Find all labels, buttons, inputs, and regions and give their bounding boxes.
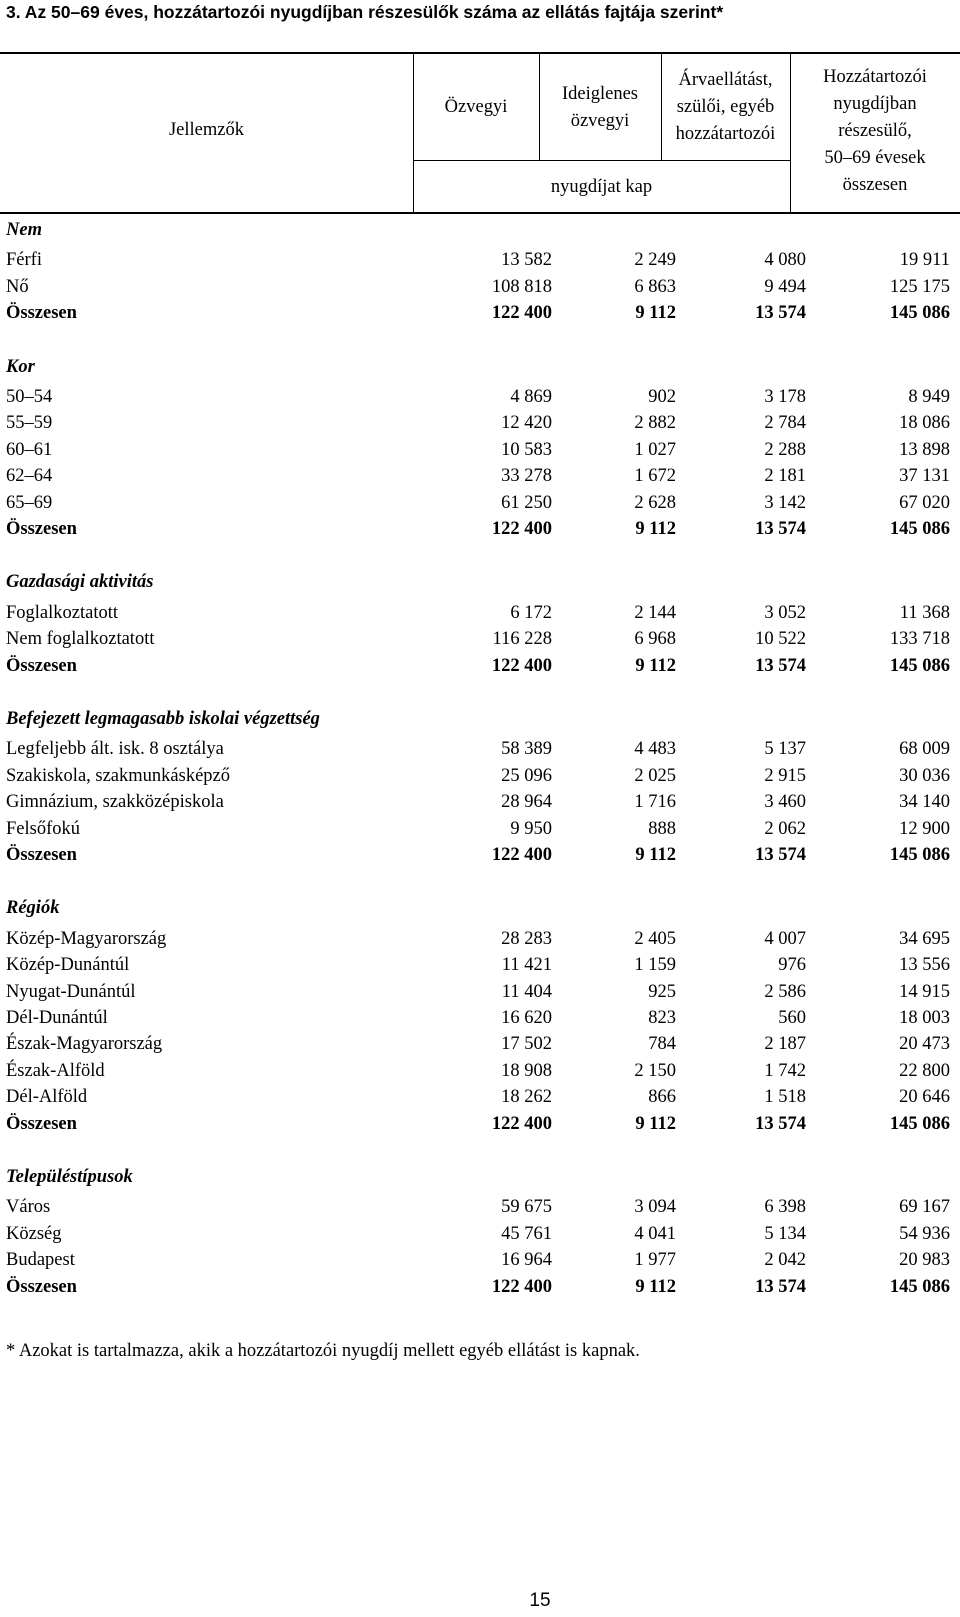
table-row [0,1031,960,1058]
table-row [0,274,960,301]
cell-value: 18 262 [501,1087,552,1108]
page-title: 3. Az 50–69 éves, hozzátartozói nyugdíjban részesülők száma az ellátás fajtája szerint* [6,2,724,22]
cell-value: 1 977 [634,1250,676,1271]
cell-value: 18 003 [899,1008,950,1028]
cell-value: 3 142 [764,492,806,513]
row-label: 60–61 [6,439,53,460]
header-osszesen [790,64,960,199]
table-row [0,1084,960,1111]
section-title: Régiók [6,898,60,919]
cell-value: 3 094 [634,1197,676,1218]
row-label: Összesen [6,845,77,865]
cell-value: 2 288 [764,439,806,460]
cell-value: 58 389 [501,739,552,760]
row-label: Összesen [6,519,77,539]
table-row [0,926,960,953]
cell-value: 34 140 [899,792,950,813]
cell-value: 9 112 [635,655,676,676]
cell-value: 9 112 [635,1113,676,1134]
cell-value: 2 187 [764,1034,806,1055]
cell-value: 16 620 [501,1008,552,1028]
section-header-row [0,895,960,922]
cell-value: 13 582 [501,250,552,271]
cell-value: 560 [778,1008,806,1028]
cell-value: 902 [648,387,676,407]
cell-value: 8 949 [908,387,950,407]
cell-value: 3 052 [764,602,806,623]
cell-value: 784 [648,1034,676,1055]
cell-value: 122 400 [491,303,552,324]
row-label: Nyugat-Dunántúl [6,981,136,1002]
cell-value: 13 574 [755,303,806,324]
cell-value: 9 112 [635,1276,676,1297]
cell-value: 19 911 [899,250,950,271]
cell-value: 28 964 [501,792,552,813]
row-label: Község [6,1223,62,1244]
header-line: részesülő, [838,121,912,141]
row-label: Összesen [6,303,77,324]
table-row [0,437,960,464]
header-line: 50–69 évesek [824,148,926,168]
cell-value: 2 150 [634,1060,676,1081]
cell-value: 9 112 [635,845,676,865]
cell-value: 4 483 [634,739,676,760]
cell-value: 13 556 [899,955,950,976]
section-title: Kor [6,356,35,377]
cell-value: 14 915 [899,981,950,1002]
row-label: Közép-Dunántúl [6,955,130,976]
row-label: Legfeljebb ált. isk. 8 osztálya [6,739,224,760]
table-row [0,463,960,490]
page-number: 15 [529,1590,551,1611]
table-row [0,1194,960,1221]
footnote: * Azokat is tartalmazza, akik a hozzátartozói nyugdíj mellett egyéb ellátást is kapnak. [6,1341,640,1361]
header-line: Hozzátartozói [823,67,927,87]
cell-value: 976 [778,955,806,976]
table-row [0,763,960,790]
cell-value: 16 964 [501,1250,552,1271]
cell-value: 61 250 [501,492,552,513]
cell-value: 1 716 [634,792,676,813]
table-header [0,52,960,214]
cell-value: 10 583 [501,439,552,460]
section-title: Településtípusok [6,1167,133,1187]
table-row [0,384,960,411]
cell-value: 13 574 [755,1113,806,1134]
row-label: Összesen [6,1113,77,1134]
cell-value: 1 159 [634,955,676,976]
row-label: Összesen [6,655,77,676]
row-label: 55–59 [6,413,53,434]
row-label: 62–64 [6,466,53,487]
total-row [0,653,960,680]
cell-value: 45 761 [501,1223,552,1244]
total-row [0,1111,960,1138]
cell-value: 925 [648,981,676,1002]
cell-value: 13 574 [755,519,806,539]
table-row [0,736,960,763]
cell-value: 30 036 [899,765,950,786]
cell-value: 145 086 [889,1276,950,1297]
cell-value: 122 400 [491,655,552,676]
cell-value: 6 172 [510,602,552,623]
cell-value: 122 400 [491,1113,552,1134]
cell-value: 12 420 [501,413,552,434]
row-label: Dél-Alföld [6,1087,88,1108]
table-row [0,816,960,843]
cell-value: 34 695 [899,928,950,949]
section-header-row [0,706,960,733]
cell-value: 37 131 [899,466,950,487]
cell-value: 1 742 [764,1060,806,1081]
row-label: 65–69 [6,492,53,513]
table-row [0,1005,960,1032]
cell-value: 11 421 [501,955,552,976]
cell-value: 22 800 [899,1060,950,1081]
table-row [0,979,960,1006]
data-table [0,52,960,1297]
cell-value: 823 [648,1008,676,1028]
cell-value: 2 144 [634,602,676,623]
cell-value: 4 869 [510,387,552,407]
cell-value: 2 025 [634,765,676,786]
table-row [0,600,960,627]
cell-value: 11 368 [899,602,950,623]
cell-value: 54 936 [899,1223,950,1244]
header-line: szülői, egyéb [676,97,775,117]
cell-value: 2 915 [764,765,806,786]
cell-value: 17 502 [501,1034,552,1055]
cell-value: 5 137 [764,739,806,760]
row-label: Férfi [6,250,42,271]
cell-value: 6 863 [634,276,676,297]
table-row [0,490,960,517]
header-arva [661,67,790,148]
section-title: Befejezett legmagasabb iskolai végzettség [6,709,320,729]
table-row [0,952,960,979]
cell-value: 33 278 [501,466,552,487]
cell-value: 18 908 [501,1060,552,1081]
cell-value: 145 086 [889,303,950,324]
row-label: Nem foglalkoztatott [6,629,155,650]
cell-value: 6 398 [764,1197,806,1218]
cell-value: 1 672 [634,466,676,487]
cell-value: 2 042 [764,1250,806,1271]
table-row [0,1221,960,1248]
cell-value: 108 818 [491,276,552,297]
row-label: Budapest [6,1250,75,1271]
cell-value: 20 983 [899,1250,950,1271]
cell-value: 122 400 [491,845,552,865]
header-group-rule [413,160,790,161]
header-line: Ideiglenes [561,84,639,104]
cell-value: 2 628 [634,492,676,513]
table-row [0,1247,960,1274]
total-row [0,516,960,543]
total-row [0,1274,960,1301]
total-row [0,300,960,327]
cell-value: 12 900 [899,818,950,839]
row-label: 50–54 [6,387,53,407]
cell-value: 6 968 [634,629,676,650]
section-header-row [0,354,960,381]
table-row [0,1058,960,1085]
header-line: özvegyi [570,111,630,131]
cell-value: 2 784 [764,413,806,434]
cell-value: 145 086 [889,519,950,539]
cell-value: 9 112 [635,519,676,539]
row-label: Közép-Magyarország [6,928,167,949]
section-title: Nem [6,220,42,240]
table-row [0,410,960,437]
cell-value: 145 086 [889,1113,950,1134]
row-label: Dél-Dunántúl [6,1008,108,1028]
cell-value: 145 086 [889,655,950,676]
section-header-row [0,217,960,244]
total-row [0,842,960,869]
cell-value: 9 494 [764,276,806,297]
cell-value: 4 007 [764,928,806,949]
cell-value: 2 882 [634,413,676,434]
cell-value: 13 574 [755,845,806,865]
cell-value: 13 574 [755,1276,806,1297]
row-label: Foglalkoztatott [6,602,119,623]
row-label: Észak-Magyarország [6,1034,163,1055]
header-group-label: nyugdíjat kap [550,177,653,197]
cell-value: 13 898 [899,439,950,460]
cell-value: 25 096 [501,765,552,786]
cell-value: 2 249 [634,250,676,271]
cell-value: 125 175 [889,276,950,297]
table-row [0,247,960,274]
cell-value: 13 574 [755,655,806,676]
cell-value: 2 405 [634,928,676,949]
cell-value: 4 080 [764,250,806,271]
cell-value: 10 522 [755,629,806,650]
cell-value: 1 518 [764,1087,806,1108]
cell-value: 20 473 [899,1034,950,1055]
cell-value: 11 404 [501,981,552,1002]
cell-value: 67 020 [899,492,950,513]
cell-value: 2 062 [764,818,806,839]
cell-value: 3 460 [764,792,806,813]
cell-value: 9 112 [635,303,676,324]
cell-value: 145 086 [889,845,950,865]
row-label: Észak-Alföld [6,1060,105,1081]
table-row [0,789,960,816]
cell-value: 3 178 [764,387,806,407]
header-line: Árvaellátást, [678,70,773,90]
row-label: Nő [6,276,29,297]
cell-value: 122 400 [491,519,552,539]
cell-value: 2 586 [764,981,806,1002]
cell-value: 4 041 [634,1223,676,1244]
header-line: hozzátartozói [675,124,776,144]
cell-value: 18 086 [899,413,950,434]
header-line: nyugdíjban [833,94,917,114]
section-title: Gazdasági aktivitás [6,572,154,593]
cell-value: 28 283 [501,928,552,949]
row-label: Város [6,1197,51,1218]
cell-value: 866 [648,1087,676,1108]
header-jellemzok: Jellemzők [168,120,244,140]
section-header-row [0,1164,960,1191]
cell-value: 122 400 [491,1276,552,1297]
cell-value: 2 181 [764,466,806,487]
cell-value: 116 228 [492,629,552,650]
cell-value: 20 646 [899,1087,950,1108]
header-line: összesen [842,175,908,195]
row-label: Szakiskola, szakmunkásképző [6,765,230,786]
cell-value: 59 675 [501,1197,552,1218]
cell-value: 68 009 [899,739,950,760]
row-label: Felsőfokú [6,818,80,839]
cell-value: 69 167 [899,1197,950,1218]
section-header-row [0,569,960,596]
header-ozvegyi: Özvegyi [444,97,508,117]
table-row [0,626,960,653]
cell-value: 133 718 [889,629,950,650]
row-label: Gimnázium, szakközépiskola [6,792,224,813]
cell-value: 888 [648,818,676,839]
cell-value: 1 027 [634,439,676,460]
cell-value: 9 950 [510,818,552,839]
header-ideiglenes [539,81,661,135]
row-label: Összesen [6,1276,77,1297]
cell-value: 5 134 [764,1223,806,1244]
